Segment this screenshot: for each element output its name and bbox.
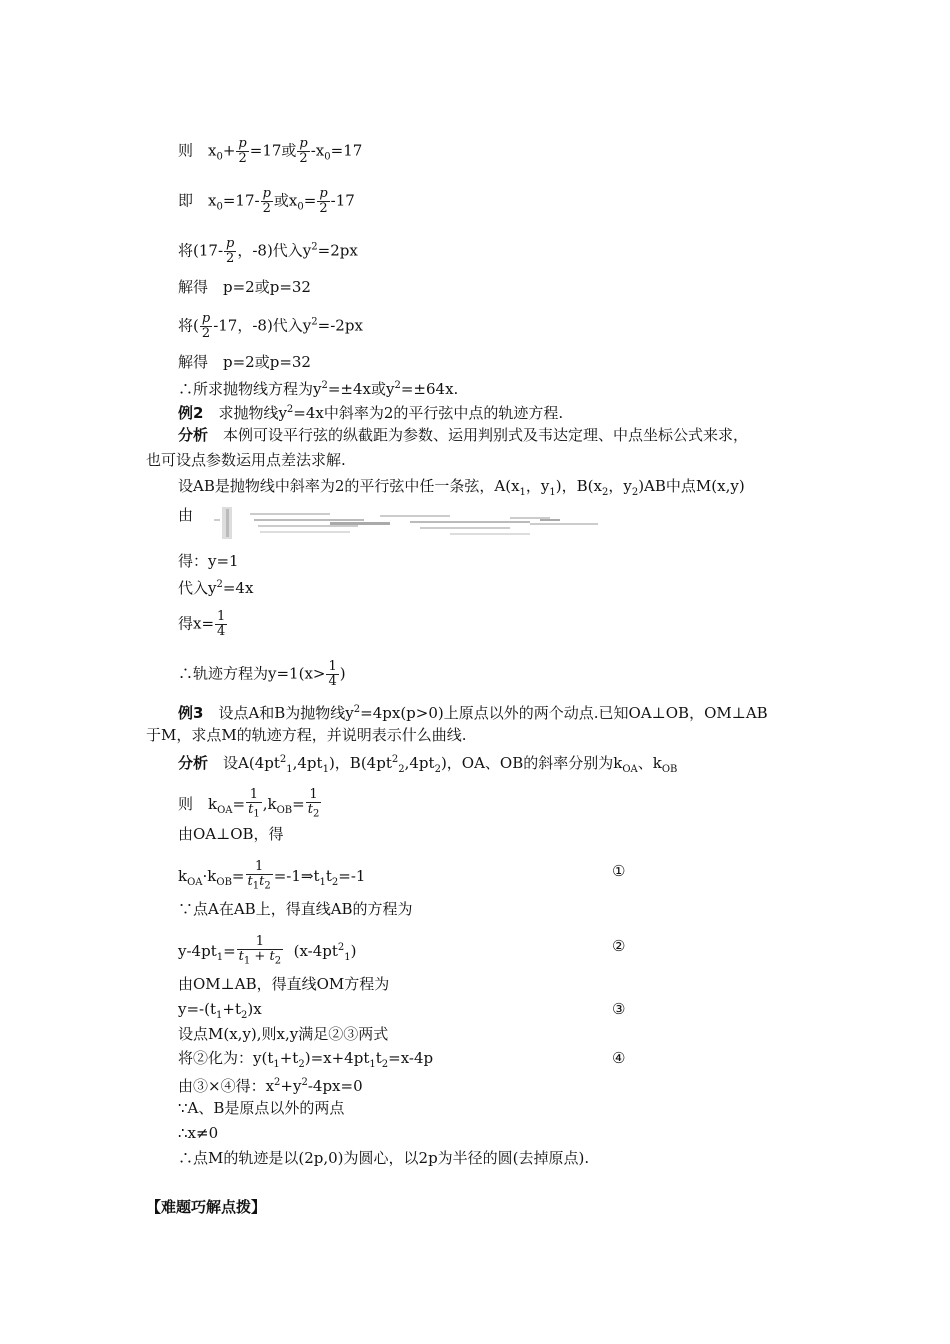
conclusion-line: ∴点M的轨迹是以(2p,0)为圆心，以2p为半径的圆(去掉原点). (178, 1149, 590, 1167)
blurred-equation-image (210, 505, 600, 541)
line-3: 将(17- $\frac{p}{2}$ ，-8)代入$y^2=2px$ (178, 236, 358, 266)
analysis-1-cont: 也可设点参数运用点差法求解. (146, 451, 346, 469)
line-7: ∴所求抛物线方程为$y^2=\pm 4x$或$y^2=\pm 64x$. (178, 380, 459, 398)
om-line: 由OM⊥AB，得直线OM方程为 (178, 975, 390, 993)
perp-line: 由OA⊥OB，得 (178, 825, 284, 843)
analysis-2: 分析 设$A(4pt^2_1,4pt_1)$，$B(4pt^2_2,4pt_2)$，OA、OB的斜率分别为$k_{OA}$、$k_{OB}$ (178, 754, 678, 775)
fraction-1-t1: $\frac{1}{t_1}$ (248, 787, 260, 820)
therefore-line: ∴x≠0 (178, 1124, 219, 1142)
locus-result-1: ∴轨迹方程为y=1(x> $\frac{1}{4}$ ) (178, 659, 346, 689)
fraction-p-2: $\frac{p}{2}$ (319, 186, 328, 216)
marker-3: ③ (612, 1000, 626, 1018)
marker-4: ④ (612, 1049, 626, 1067)
example-3-cont: 于M，求点M的轨迹方程，并说明表示什么曲线. (146, 726, 467, 744)
product-line: $k_{OA}\cdot k_{OB}=$ $\frac{1}{t_1t_2}$ $=-1\Rightarrow t_1t_2=-1$ (178, 859, 366, 892)
from-line: 由 (178, 506, 194, 524)
multiply-line: 由③×④得：$x^2+y^2-4px=0$ (178, 1077, 363, 1095)
fraction-p-2: $\frac{p}{2}$ (262, 186, 271, 216)
because-line: ∵A、B是原点以外的两点 (178, 1099, 345, 1117)
line-6: 解得 p=2或p=32 (178, 353, 311, 371)
line-5: 将( $\frac{p}{2}$ -17，-8)代入$y^2=-2px$ (178, 311, 363, 341)
analysis-1: 分析 本例可设平行弦的纵截距为参数、运用判别式及韦达定理、中点坐标公式来求， (178, 426, 749, 444)
result-x: 得x= $\frac{1}{4}$ (178, 609, 226, 639)
fraction-1-t1-plus-t2: $\frac{1}{t_1 + t_2}$ (238, 934, 282, 967)
point-a-line: ∵点A在AB上，得直线AB的方程为 (178, 900, 413, 918)
substitute-line: 代入$y^2=4x$ (178, 579, 254, 597)
slopes-line: 则 $k_{OA}=$ $\frac{1}{t_1}$ $,k_{OB}=$ $\frac{1}{t_2}$ (178, 787, 320, 820)
om-equation: $y=-(t_1+t_2)x$ (178, 1000, 262, 1021)
example-3: 例3 设点A和B为抛物线$y^2=4px(p>0)$上原点以外的两个动点.已知OA⊥OB，OM⊥AB (178, 704, 768, 722)
setup-line: 设AB是抛物线中斜率为2的平行弦中任一条弦，$A(x_1$，$y_1$)，$B(x_2$，$y_2)AB$中点M(x,y) (178, 477, 745, 498)
fraction-p-2: $\frac{p}{2}$ (299, 136, 308, 166)
fraction-p-2: $\frac{p}{2}$ (201, 311, 211, 341)
fraction-1-t1t2: $\frac{1}{t_1t_2}$ (247, 859, 271, 892)
line-1: 则 $x_0+$ $\frac{p}{2}$ =17或 $\frac{p}{2}$ $-x_0=17$ (178, 136, 363, 166)
transform-line: 将②化为：$y(t_1+t_2)=x+4pt_1t_2=x-4p$ (178, 1049, 434, 1070)
fraction-p-2: $\frac{p}{2}$ (226, 236, 235, 266)
marker-2: ② (612, 937, 626, 955)
result-y: 得：y=1 (178, 552, 239, 570)
section-heading: 【难题巧解点拨】 (146, 1198, 267, 1216)
fraction-1-t2: $\frac{1}{t_2}$ (307, 787, 320, 820)
fraction-1-4: $\frac{1}{4}$ (328, 659, 337, 689)
line-2: 即 $x_0=17-$ $\frac{p}{2}$ 或$x_0=$ $\frac{p}{2}$ -17 (178, 186, 355, 216)
ab-equation: $y-4pt_1=$ $\frac{1}{t_1 + t_2}$ $(x-4pt^2_1)$ (178, 934, 357, 967)
line-4: 解得 p=2或p=32 (178, 278, 311, 296)
example-2: 例2 求抛物线$y^2=4x$中斜率为2的平行弦中点的轨迹方程. (178, 404, 564, 422)
fraction-p-2: $\frac{p}{2}$ (238, 136, 247, 166)
fraction-1-4: $\frac{1}{4}$ (217, 609, 226, 639)
set-m-line: 设点M(x,y),则x,y满足②③两式 (178, 1025, 389, 1043)
marker-1: ① (612, 862, 626, 880)
